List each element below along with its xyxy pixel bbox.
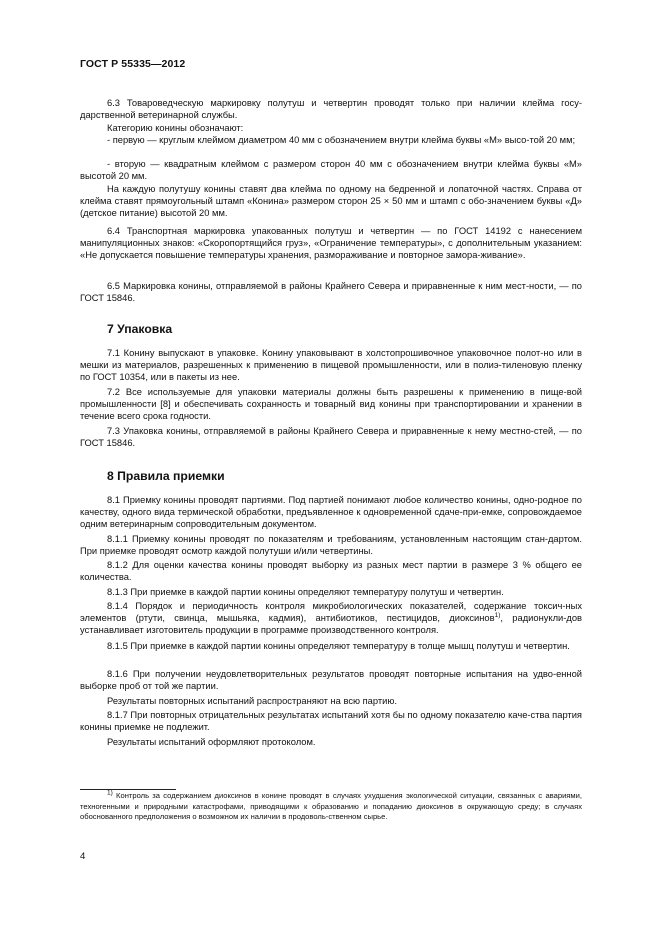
paragraph-7-1: 7.1 Конину выпускают в упаковке. Конину упаковывают в холстопрошивочное упаковочное полот-но или в мешки из материалов, разрешенных к применению в пищевой промышленности, или в полиэ-тиленовую пленку по ГОСТ 10354, или в пакеты из нее. <box>80 348 582 383</box>
paragraph-6-3-first: - первую — круглым клеймом диаметром 40 мм с обозначением внутри клейма буквы «М» высо-той 20 мм; <box>107 135 576 145</box>
document-header: ГОСТ Р 55335—2012 <box>80 58 186 70</box>
footnote-separator <box>80 789 176 790</box>
paragraph-6-5: 6.5 Маркировка конины, отправляемой в районы Крайнего Севера и приравненные к ним мест-ности, — по ГОСТ 15846. <box>80 281 582 304</box>
paragraph-8-1-7-results: Результаты испытаний оформляют протоколом. <box>107 737 316 747</box>
paragraph-8-1: 8.1 Приемку конины проводят партиями. Под партией понимают любое количество конины, одно-родное по качеству, одного вида термической обработки, предъявленное к одновременной сдаче-при-емке, сопровождаемое одним ветеринарным сопроводительным документом. <box>80 495 582 530</box>
paragraph-8-1-6-results: Результаты повторных испытаний распространяют на всю партию. <box>107 696 397 706</box>
paragraph-8-1-3: 8.1.3 При приемке в каждой партии конины определяют температуру полутуш и четвертин. <box>107 587 504 597</box>
paragraph-8-1-4-text-end: , радионукли-дов устанавливает изготовитель продукции в программе производственного контроля. <box>80 613 582 636</box>
footnote-marker: 1) <box>107 789 113 797</box>
footnote <box>80 791 582 823</box>
paragraph-8-1-7: 8.1.7 При повторных отрицательных результатах испытаний хотя бы по одному показателю каче-ства партия конины приемке не подлежит. <box>80 710 582 733</box>
footnote-text: Контроль за содержанием диоксинов в конине проводят в случаях ухудшения экологической ситуации, связанных с авариями, техногенными и природными катастрофами, приводящими к образованию и попаданию диоксинов в окружающую среду; в случаях обоснованного предположения о возможном их наличии в продоволь-ственном сырье. <box>80 791 582 822</box>
paragraph-6-3-categories: Категорию конины обозначают: <box>107 123 244 133</box>
paragraph-6-4: 6.4 Транспортная маркировка упакованных полутуш и четвертин — по ГОСТ 14192 с нанесением манипуляционных знаков: «Скоропортящийся груз», «Ограничение температуры», с дополнительным указанием: «Не допускается повышение температуры хранения, размораживание и повторное замора-живание». <box>80 226 582 261</box>
paragraph-7-3: 7.3 Упаковка конины, отправляемой в районы Крайнего Севера и приравненные к нему местно-стей, — по ГОСТ 15846. <box>80 426 582 449</box>
paragraph-8-1-4-text: 8.1.4 Порядок и периодичность контроля микробиологических показателей, содержание токсич-ных элементов (ртути, свинца, мышьяка, кадмия), антибиотиков, пестицидов, диоксинов <box>80 601 582 624</box>
footnote-reference[interactable]: 1) <box>494 612 501 620</box>
section-heading-8: 8 Правила приемки <box>107 469 225 483</box>
paragraph-8-1-5: 8.1.5 При приемке в каждой партии конины определяют температуру в толще мышц полутуш и четвертин. <box>107 641 570 651</box>
paragraph-8-1-2: 8.1.2 Для оценки качества конины проводят выборку из разных мест партии в размере 3 % общего ее количества. <box>80 560 582 583</box>
paragraph-8-1-6: 8.1.6 При получении неудовлетворительных результатов проводят повторные испытания на удво-енной выборке проб от той же партии. <box>80 669 582 692</box>
paragraph-6-3: 6.3 Товароведческую маркировку полутуш и четвертин проводят только при наличии клейма госу-дарственной ветеринарной службы. <box>80 98 582 121</box>
paragraph-6-3-stamps: На каждую полутушу конины ставят два клейма по одному на бедренной и лопаточной частях. Справа от клейма ставят прямоугольный штамп «Конина» размером сторон 25 × 50 мм и штамп с обо-значением буквы «Д» (детское питание) высотой 20 мм. <box>80 184 582 219</box>
paragraph-7-2: 7.2 Все используемые для упаковки материалы должны быть разрешены к применению в пище-вой промышленности [8] и обеспечивать сохранность и товарный вид конины при транспортировании и хранении в течение всего срока годности. <box>80 387 582 422</box>
paragraph-6-3-second: - вторую — квадратным клеймом с размером сторон 40 мм с обозначением внутри клейма буквы «М» высотой 20 мм. <box>80 159 582 182</box>
section-heading-7: 7 Упаковка <box>107 322 173 336</box>
paragraph-8-1-1: 8.1.1 Приемку конины проводят по показателям и требованиям, установленным настоящим стан-дартом. При приемке проводят осмотр каждой полутуши и/или четвертины. <box>80 534 582 557</box>
page-number: 4 <box>80 851 86 862</box>
paragraph-8-1-4 <box>80 600 582 637</box>
